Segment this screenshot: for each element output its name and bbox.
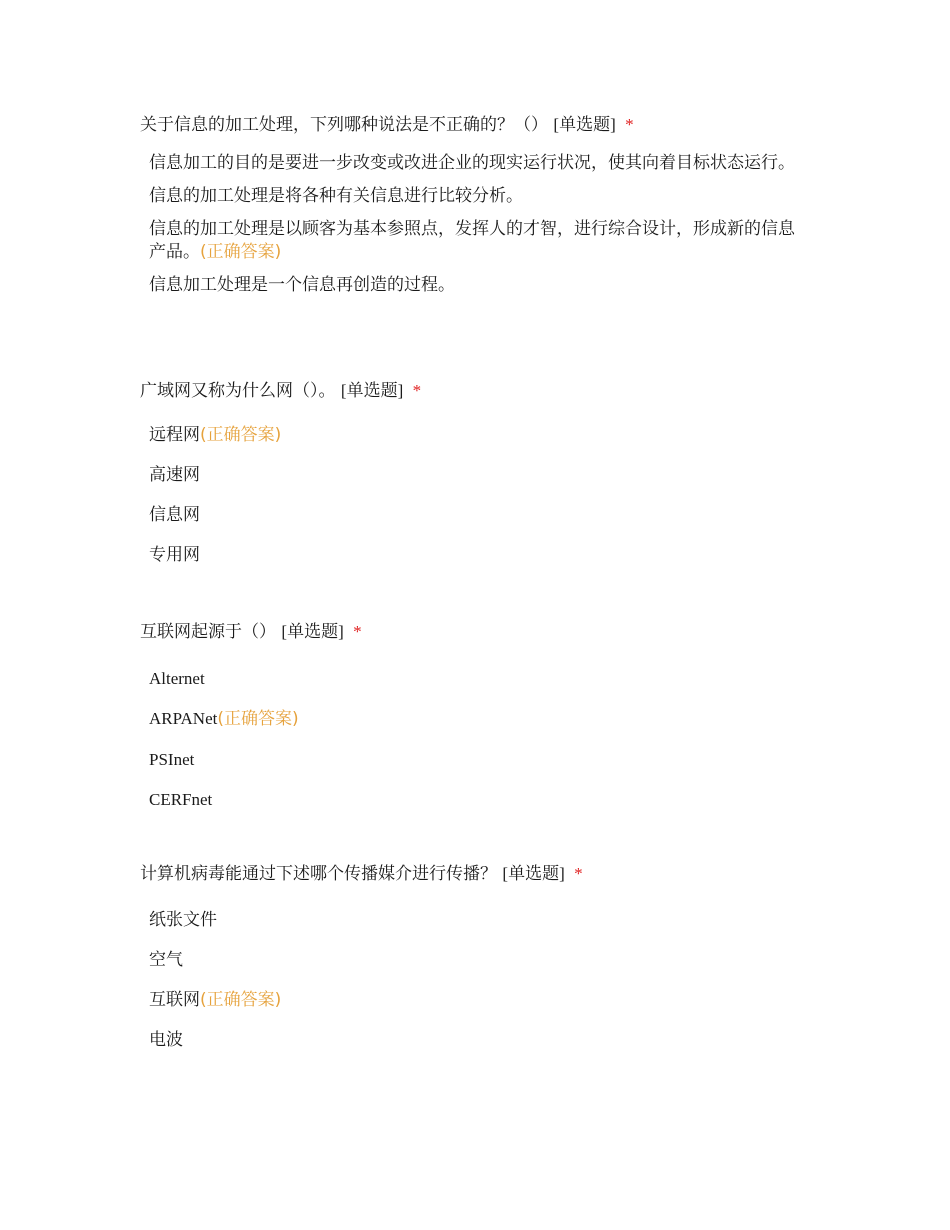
option-2a	[149, 424, 809, 447]
question-type-tag: [单选题]	[502, 864, 565, 883]
option-text: 电波	[149, 1030, 183, 1050]
correct-answer-label: (正确答案)	[200, 990, 282, 1010]
option-text: 空气	[149, 950, 183, 970]
option-4b	[149, 949, 809, 972]
question-1	[140, 114, 820, 295]
option-3b	[149, 707, 809, 731]
required-mark: *	[412, 381, 422, 400]
option-text: 信息网	[149, 505, 200, 525]
option-text: 专用网	[149, 545, 200, 565]
question-title	[140, 863, 820, 885]
option-1d	[149, 274, 809, 297]
option-3c	[149, 748, 809, 771]
correct-answer-label: (正确答案)	[200, 242, 282, 262]
question-3	[140, 621, 820, 809]
option-text: 信息加工的目的是要进一步改变或改进企业的现实运行状况，使其向着目标状态运行。	[149, 153, 795, 173]
option-2c	[149, 504, 809, 527]
question-text: 计算机病毒能通过下述哪个传播媒介进行传播？	[140, 864, 497, 884]
option-1c	[149, 218, 809, 264]
option-text: Alternet	[149, 669, 205, 688]
option-1a	[149, 152, 809, 175]
option-text: CERFnet	[149, 790, 213, 809]
option-1b	[149, 185, 809, 208]
option-text: ARPANet	[149, 709, 218, 728]
option-4c	[149, 989, 809, 1012]
question-text: 互联网起源于（）	[140, 622, 276, 642]
option-text: 远程网	[149, 425, 200, 445]
question-4	[140, 863, 820, 1050]
option-3a	[149, 667, 809, 690]
question-type-tag: [单选题]	[340, 381, 404, 400]
option-text: 信息的加工处理是以顾客为基本参照点，发挥人的才智，进行综合设计，形成新的信息产品。	[149, 219, 795, 262]
option-text: 信息加工处理是一个信息再创造的过程。	[149, 275, 455, 295]
option-3d	[149, 788, 809, 811]
question-2	[140, 380, 820, 565]
question-type-tag: [单选题]	[553, 115, 616, 134]
option-text: 纸张文件	[149, 910, 217, 930]
correct-answer-label: (正确答案)	[200, 425, 282, 445]
option-text: 高速网	[149, 465, 200, 485]
option-4a	[149, 909, 809, 932]
question-title	[140, 380, 820, 402]
question-title	[140, 114, 820, 136]
option-text: PSInet	[149, 750, 195, 769]
question-text: 广域网又称为什么网（）。	[140, 381, 336, 401]
question-text: 关于信息的加工处理，下列哪种说法是不正确的？（）	[140, 115, 548, 135]
required-mark: *	[625, 115, 634, 134]
option-4d	[149, 1029, 809, 1052]
required-mark: *	[574, 864, 583, 883]
question-type-tag: [单选题]	[281, 622, 344, 641]
correct-answer-label: (正确答案)	[217, 709, 299, 729]
option-text: 互联网	[149, 990, 200, 1010]
question-title	[140, 621, 820, 643]
option-2d	[149, 544, 809, 567]
required-mark: *	[353, 622, 362, 641]
option-text: 信息的加工处理是将各种有关信息进行比较分析。	[149, 186, 523, 206]
option-2b	[149, 464, 809, 487]
